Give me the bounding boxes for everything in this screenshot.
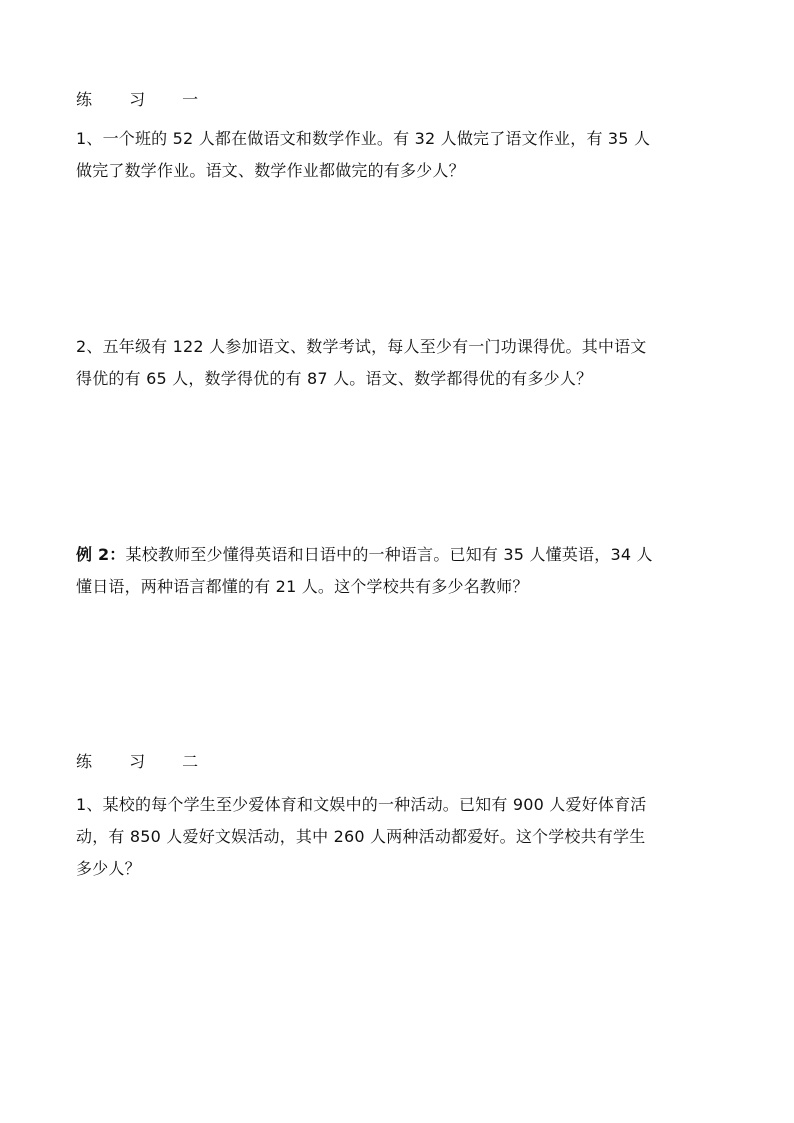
- section1-heading-text: 练 习 一: [76, 90, 215, 109]
- section1-question2-line2: 得优的有 65 人，数学得优的有 87 人。语文、数学都得优的有多少人？: [76, 369, 593, 388]
- section2-question1-line3: 多少人？: [76, 859, 141, 878]
- section1-heading: [76, 84, 726, 116]
- example2-line1-text: 某校教师至少懂得英语和日语中的一种语言。已知有 35 人懂英语，34 人: [125, 545, 653, 564]
- example2-line2: 懂日语，两种语言都懂的有 21 人。这个学校共有多少名教师？: [76, 577, 529, 596]
- section2-heading: [76, 746, 726, 778]
- example2: [76, 539, 726, 603]
- section1-question1-line1: 1、一个班的 52 人都在做语文和数学作业。有 32 人做完了语文作业，有 35 人: [76, 129, 651, 148]
- section2-question1-line1: 1、某校的每个学生至少爱体育和文娱中的一种活动。已知有 900 人爱好体育活: [76, 795, 647, 814]
- section1-question1-line2: 做完了数学作业。语文、数学作业都做完的有多少人？: [76, 161, 465, 180]
- section2-heading-text: 练 习 二: [76, 752, 215, 771]
- section1-question1: [76, 123, 726, 187]
- example2-line1: [76, 539, 726, 571]
- section2-question1-line2: 动，有 850 人爱好文娱活动，其中 260 人两种活动都爱好。这个学校共有学生: [76, 827, 646, 846]
- example2-label: 例 2：: [76, 545, 126, 564]
- section1-question2-line1: 2、五年级有 122 人参加语文、数学考试，每人至少有一门功课得优。其中语文: [76, 337, 647, 356]
- section1-question2: [76, 331, 726, 395]
- section2-question1: [76, 789, 726, 885]
